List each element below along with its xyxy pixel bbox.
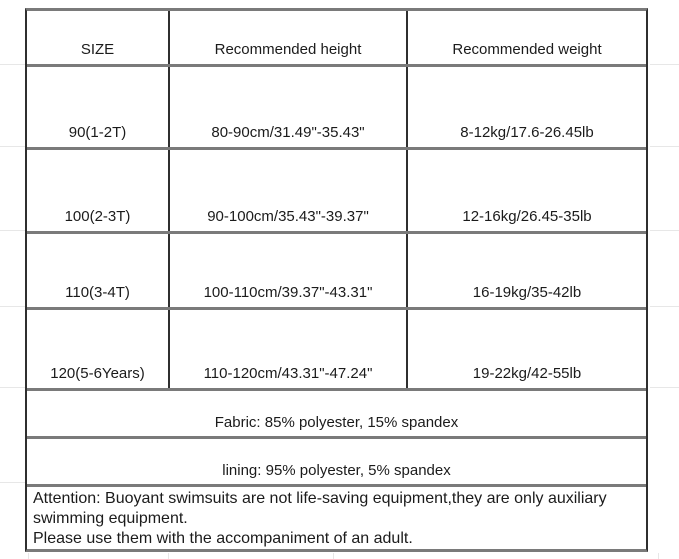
background-gridline [650,387,679,388]
background-gridline [650,230,679,231]
background-gridline [333,553,334,559]
table-header-row [27,11,646,67]
table-row-size-90 [27,67,646,150]
background-gridline [650,64,679,65]
height-cell: 80-90cm/31.49"-35.43" [170,67,408,147]
background-gridline [0,387,25,388]
attention-note [27,487,646,549]
background-gridline [0,482,25,483]
background-gridline [28,553,29,559]
size-cell: 120(5-6Years) [27,310,170,388]
height-cell: 110-120cm/43.31"-47.24" [170,310,408,388]
background-gridline [168,553,169,559]
header-size: SIZE [27,11,170,64]
background-gridline [0,146,25,147]
weight-cell: 19-22kg/42-55lb [472,365,582,382]
attention-line: swimming equipment. [33,510,188,527]
fabric-note-row [27,391,646,439]
attention-line: Please use them with the accompaniment of an adult. [33,530,413,547]
background-gridline [0,306,25,307]
weight-cell: 12-16kg/26.45-35lb [462,208,592,225]
attention-note-row [27,487,646,549]
background-gridline [0,64,25,65]
height-cell: 90-100cm/35.43"-39.37" [170,150,408,231]
background-gridline [650,306,679,307]
size-chart-table [25,8,648,552]
table-row-size-120 [27,310,646,391]
background-gridline [658,553,659,559]
lining-note-row [27,439,646,487]
fabric-note: Fabric: 85% polyester, 15% spandex [214,414,459,431]
background-gridline [650,146,679,147]
height-cell: 100-110cm/39.37"-43.31" [170,234,408,307]
size-cell: 110(3-4T) [27,234,170,307]
lining-note: lining: 95% polyester, 5% spandex [222,462,451,479]
weight-cell: 8-12kg/17.6-26.45lb [460,124,594,141]
table-row-size-110 [27,234,646,310]
table-row-size-100 [27,150,646,234]
header-recommended-height: Recommended height [170,11,408,64]
size-cell: 90(1-2T) [27,67,170,147]
size-cell: 100(2-3T) [27,150,170,231]
background-gridline [0,230,25,231]
attention-line: Attention: Buoyant swimsuits are not life-saving equipment,they are only auxiliary [33,490,607,507]
header-recommended-weight: Recommended weight [452,41,602,58]
weight-cell: 16-19kg/35-42lb [472,284,582,301]
